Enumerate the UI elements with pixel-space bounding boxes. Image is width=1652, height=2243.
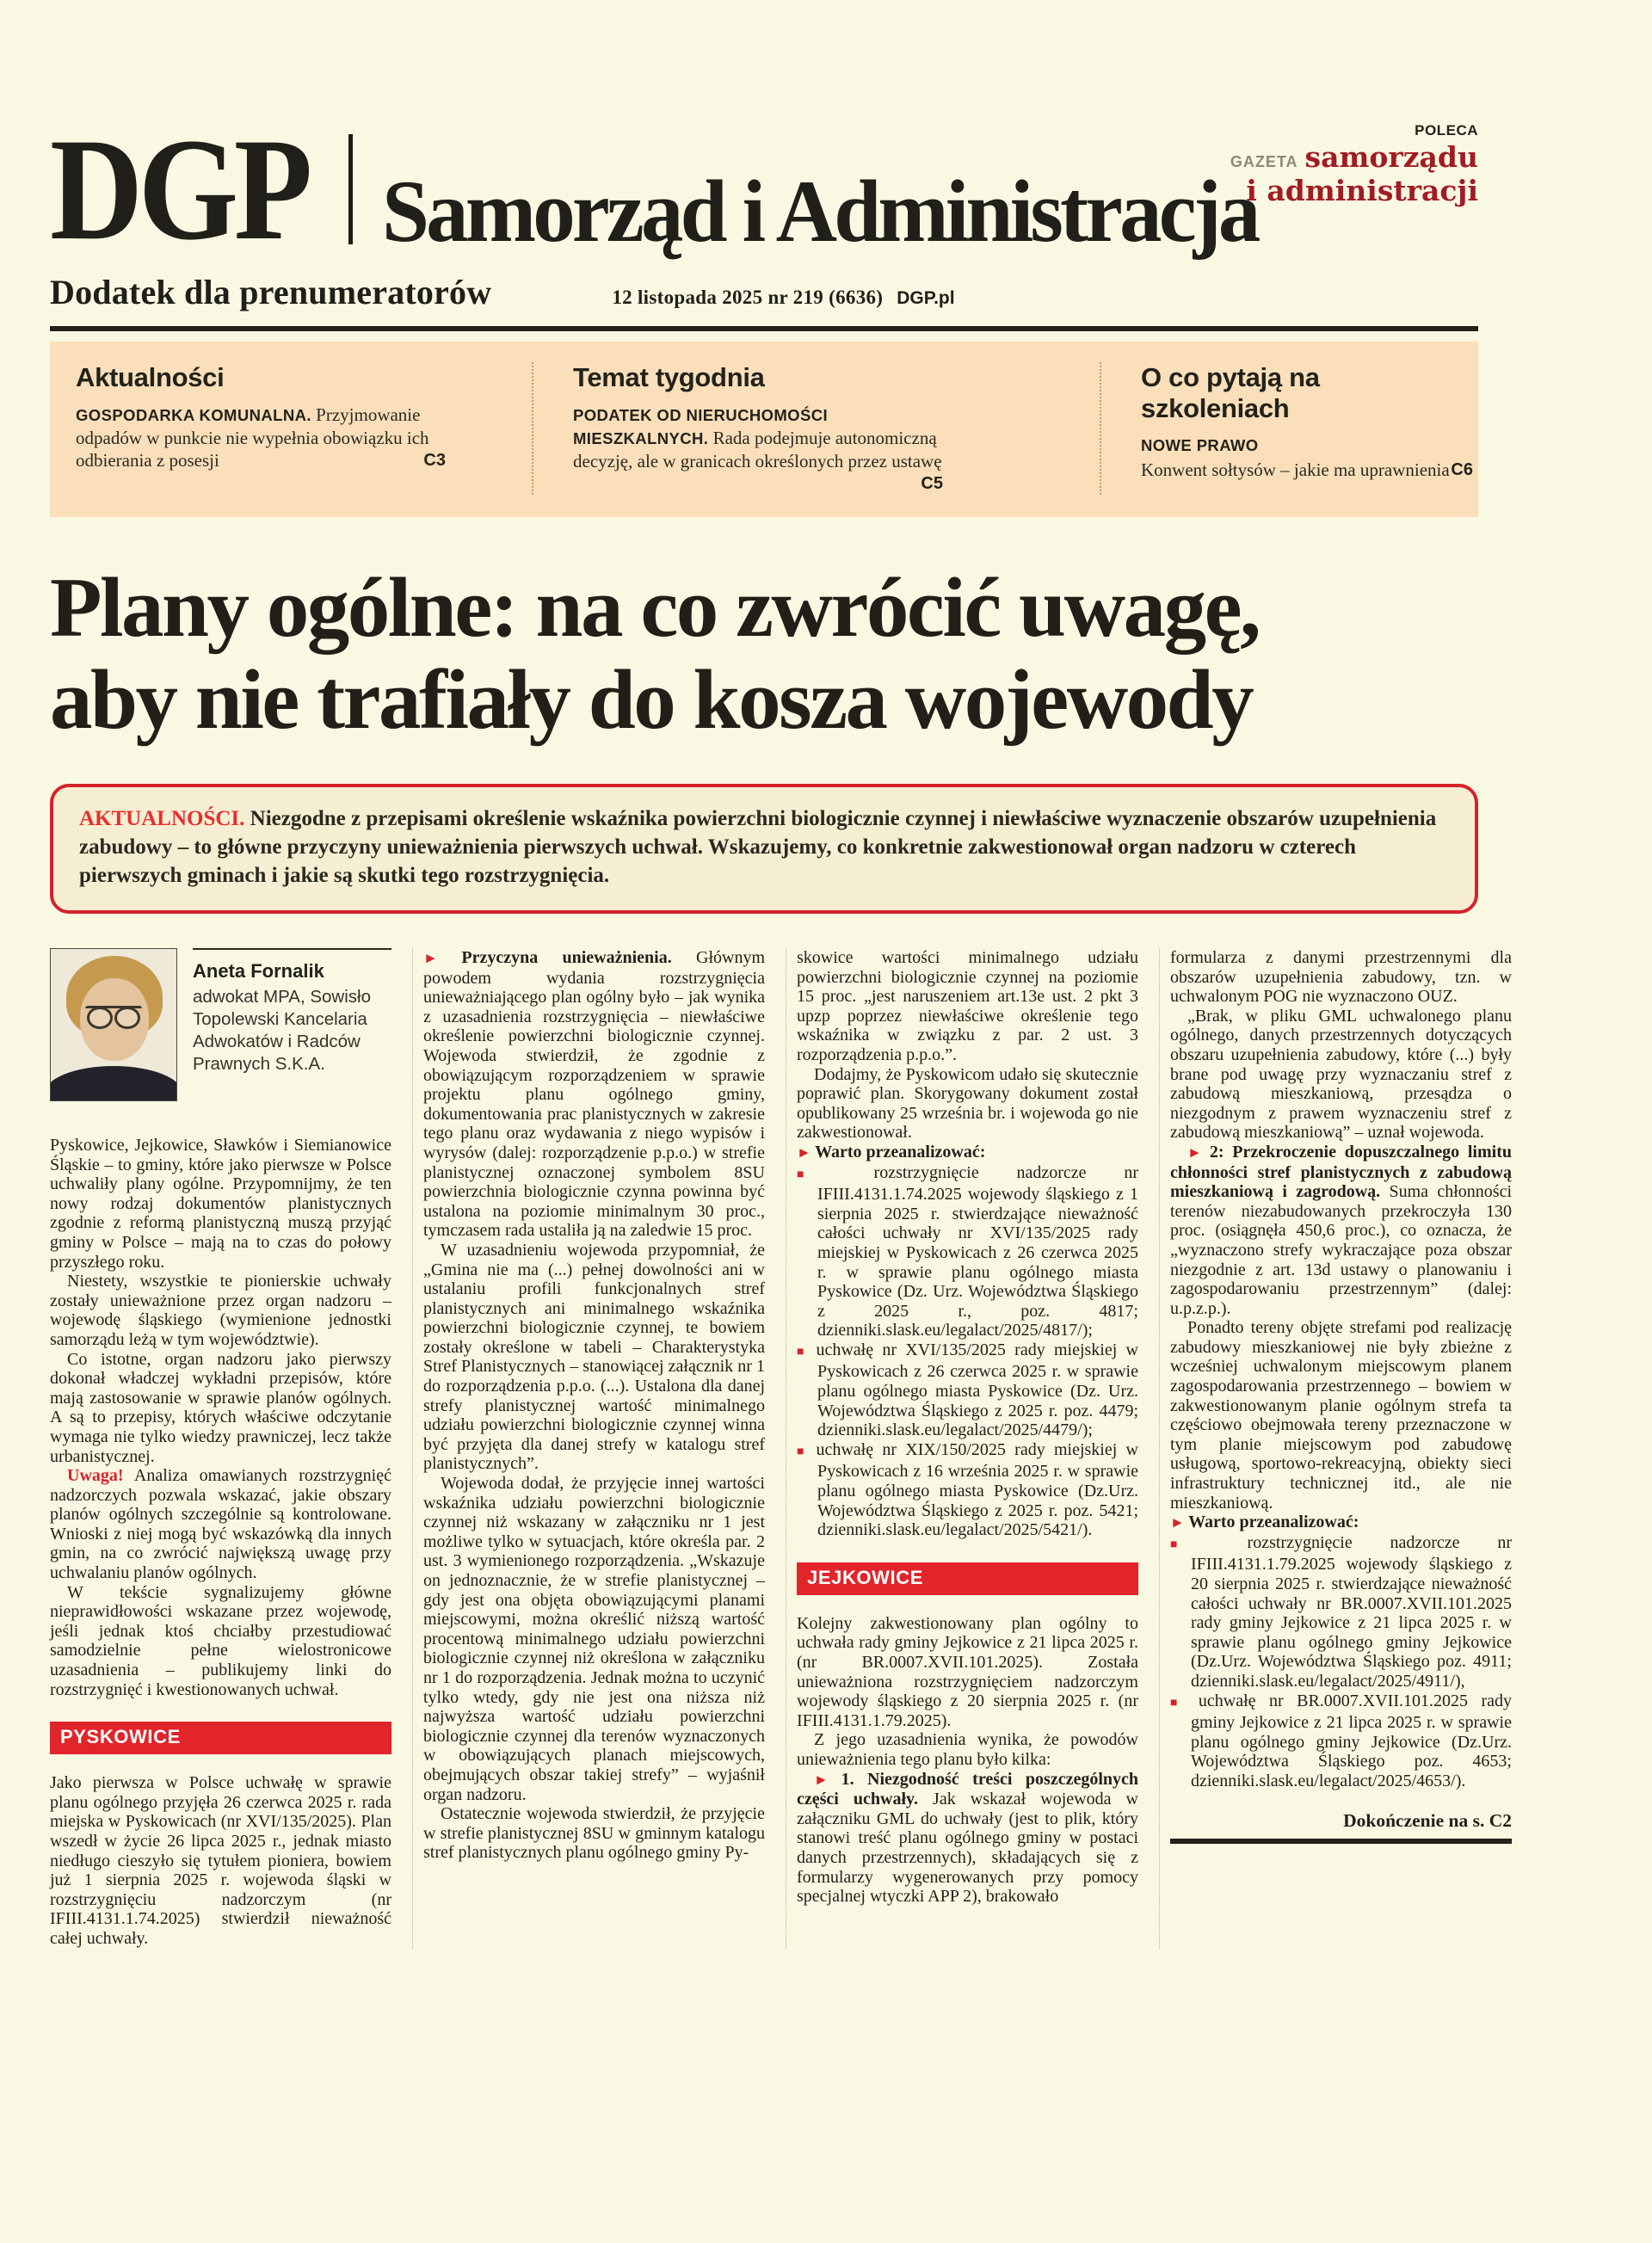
teaser-kicker: GOSPODARKA KOMUNALNA. (76, 406, 311, 424)
issue-date: 12 listopada 2025 nr 219 (6636) (612, 287, 884, 308)
author-card (50, 948, 391, 1101)
continuation-note: Dokończenie na s. C2 (1343, 1809, 1512, 1831)
arrow-icon: ► (423, 950, 462, 966)
teaser-kicker: PODATEK OD NIERUCHOMOŚCI MIESZKALNYCH. (573, 406, 829, 447)
article-paragraph: Ponadto tereny objęte strefami pod realizację zabudowy mieszkaniowej nie były zbieżne z wcześniej uchwalonym miejscowym planem zagospodarowania przestrzennego – bowiem w zakwestionowanym planie ogólnym strefa ta częściowo obejmowała tereny przeznaczone w tym planie miejscowym pod zabudowę usługową, sportowo-rekreacyjną, obiekty sieci infrastruktury technicznej itd., ale nie mieszkaniową. (1170, 1318, 1512, 1513)
author-name: Aneta Fornalik (193, 960, 324, 982)
subheader-row (50, 272, 1478, 312)
article-body (50, 948, 1512, 1949)
headline-line-1: Plany ogólne: na co zwrócić uwagę, (50, 561, 1260, 655)
bullet-square-icon: ■ (1170, 1696, 1199, 1710)
masthead-rule (50, 326, 1478, 331)
article-column-1 (50, 948, 391, 1949)
article-paragraph: „Brak, w pliku GML uchwalonego planu ogólnego, danych przestrzennych dotyczących obszaru uzupełnienia zabudowy, które (...) były brane pod uwagę przy wyznaczaniu stref z zabudową mieszkaniową, przesądza o niezgodnym z prawem wyznaczeniu stref z zabudową mieszkaniową” – uznał wojewoda. (1170, 1006, 1512, 1143)
article-paragraph: Dodajmy, że Pyskowicom udało się skutecznie poprawić plan. Skorygowany dokument został opublikowany 25 września br. i wojewoda go nie zakwestionował. (797, 1064, 1138, 1143)
article-paragraph: ► Warto przeanalizować: (797, 1142, 986, 1162)
column-blocks (50, 1136, 391, 1949)
masthead-divider (348, 134, 353, 244)
article-paragraph: ► 2: Przekroczenie dopuszczalnego limitu chłonności stref planistycznych z zabudową mieszkaniową i zagrodową. Suma chłonności terenów niezabudowanych przekroczyła 130 proc. (osiągnęła 450,6 proc.), co oznacza, że „wyznaczono strefy wykraczające poza obszar niezgodnie z art. 13d ustawy o planowaniu i zagospodarowaniu przestrzennym” (dalej: u.p.z.p.). (1170, 1142, 1512, 1318)
subscriber-supplement-label: Dodatek dla prenumeratorów (50, 273, 492, 311)
brand-line-2: i administracji (1246, 174, 1478, 207)
article-paragraph: Kolejny zakwestionowany plan ogólny to uchwała rady gminy Jejkowice z 21 lipca 2025 r. (nr BR.0007.XVII.101.2025). Została unieważniona rozstrzygnięciem nadzorczym wojewody śląskiego z 20 sierpnia 2025 r. (nr IFIII.4131.1.79.2025). (797, 1613, 1138, 1730)
article-paragraph: skowice wartości minimalnego udziału powierzchni biologicznie czynnej na poziomie 15 proc. „jest naruszeniem art.13e ust. 2 pkt 3 upzp poprzez niewłaściwe określenie tego wskaźnika w związku z par. 2 ust. 3 rozporządzenia p.p.o.”. (797, 948, 1138, 1064)
article-paragraph: W uzasadnieniu wojewoda przypomniał, że „Gmina nie ma (...) pełnej dowolności ani w ustalaniu profili funkcjonalnych stref planistycznych ani minimalnego wskaźnika powierzchni biologicznie czynnej, te bowiem zostały określone w tabeli – Charakterystyka Stref Planistycznych – stanowiącej załącznik nr 1 do rozporządzenia p.p.o. (...). Ustalona dla danej strefy planistycznej wartość minimalnego udziału powierzchni biologicznie czynnej winna być przyjęta dla danej strefy w katalogu stref planistycznych”. (423, 1240, 765, 1474)
masthead (50, 102, 1478, 331)
section-banner: JEJKOWICE (797, 1562, 1138, 1595)
brand-line-1: GAZETA samorządu (1230, 140, 1478, 174)
main-headline (50, 562, 1478, 746)
bullet-square-icon: ■ (797, 1168, 874, 1181)
teaser-3 (1100, 362, 1504, 495)
bullet-square-icon: ■ (1170, 1537, 1248, 1551)
teaser-heading: O co pytają na szkoleniach (1141, 362, 1320, 423)
teaser-text: GOSPODARKA KOMUNALNA. Przyjmowanie odpadów w punkcie nie wypełnia obowiązku ich odbierania z posesji C3 (76, 404, 446, 471)
poleca-label: POLECA (1415, 122, 1478, 139)
headline-line-2: aby nie trafiały do kosza wojewody (50, 653, 1253, 747)
article-paragraph: Niestety, wszystkie te pionierskie uchwały zostały unieważnione przez organ nadzoru – wojewodę śląskiego (wymienione jednostki samorządu leżą w tym województwie). (50, 1272, 391, 1349)
article-column-2 (412, 948, 765, 1949)
teaser-kicker: NOWE PRAWO (1141, 436, 1259, 454)
page-reference: C5 (921, 474, 943, 493)
teaser-1 (76, 362, 532, 495)
lead-text: Niezgodne z przepisami określenie wskaźnika powierzchni biologicznie czynnej i niewłaściwe wyznaczenie obszarów uzupełnienia zabudowy – to główne przyczyny unieważnienia pierwszych uchwał. Wskazujemy, co konkretnie zakwestionował organ nadzoru w czterech pierwszych gminach i jakie są skutki tego rozstrzygnięcia. (79, 807, 1437, 887)
arrow-icon: ► (797, 1143, 816, 1161)
page-content (50, 0, 1512, 1949)
reference-item: ■ uchwałę nr XVI/135/2025 rady miejskiej w Pyskowicach z 26 czerwca 2025 r. w sprawie planu ogólnego miasta Pyskowice (Dz. Urz. Województwa Śląskiego z 2025 r. poz. 4479; dzienniki.slask.eu/legalact/2025/4479/); (797, 1340, 1138, 1440)
author-info (193, 948, 391, 1101)
reference-item: ■ rozstrzygnięcie nadzorcze nr IFIII.4131.1.79.2025 wojewody śląskiego z 20 sierpnia 2025 r. stwierdzające nieważność całości uchwały nr BR.0007.XVII.101.2025 rady gminy Jejkowice z 21 lipca 2025 r. w sprawie planu ogólnego gminy Jejkowice (Dz.Urz. Województwa Śląskiego poz. 4911; dzienniki.slask.eu/legalact/2025/4911/), (1170, 1532, 1512, 1691)
teaser-heading: Temat tygodnia (573, 362, 765, 392)
page-reference: C3 (423, 451, 446, 470)
arrow-icon: ► (814, 1771, 841, 1788)
article-end-rule (1170, 1839, 1512, 1844)
reference-item: ■ rozstrzygnięcie nadzorcze nr IFIII.4131.1.74.2025 wojewody śląskiego z 1 sierpnia 2025 r. stwierdzające nieważność całości uchwały nr XVI/135/2025 rady miejskiej w Pyskowicach z 26 czerwca 2025 r. w sprawie planu ogólnego miasta Pyskowice (Dz. Urz. Województwa Śląskiego z 2025 r., poz. 4817; dzienniki.slask.eu/legalact/2025/4817/); (797, 1162, 1138, 1340)
reference-item: ■ uchwałę nr XIX/150/2025 rady miejskiej w Pyskowicach z 16 września 2025 r. w sprawie planu ogólnego miasta Pyskowice (Dz.Urz. Województwa Śląskiego z 2025 r. poz. 5421; dzienniki.slask.eu/legalact/2025/5421/). (797, 1439, 1138, 1540)
lead-label: AKTUALNOŚCI. (79, 807, 245, 830)
article-paragraph: Wojewoda dodał, że przyjęcie innej wartości wskaźnika udziału powierzchni biologicznie czynnej niż wskazany w załączniku nr 1 jest możliwe tylko w sytuacjach, które określa par. 2 ust. 3 wymienionego rozporządzenia. „Wskazuje on jednoznacznie, że w strefie planistycznej – gdy jest ona objęta obowiązującymi planami miejscowymi, można określić niższą wartość procentową minimalnego udziału powierzchni biologicznie czynnej niż określona w załączniku nr 1 do rozporządzenia. Jednak można to uczynić tylko wtedy, gdy nie jest ona niższa niż najwyższa wartość udziału powierzchni biologicznie czynnej dla terenów wyznaczonych w obowiązujących planach miejscowych, obejmujących obszar takiej strefy” – wyjaśnił organ nadzoru. (423, 1474, 765, 1804)
arrow-icon: ► (1187, 1143, 1210, 1161)
brand-badge (1230, 122, 1478, 206)
reference-item: ■ uchwałę nr BR.0007.XVII.101.2025 rady gminy Jejkowice z 21 lipca 2025 r. w sprawie planu ogólnego gminy Jejkowice (Dz.Urz. Województwa Śląskiego poz. 4653; dzienniki.slask.eu/legalact/2025/4653/). (1170, 1691, 1512, 1790)
article-paragraph: Pyskowice, Jejkowice, Sławków i Siemianowice Śląskie – to gminy, które jako pierwsze w Polsce uchwaliły plany ogólne. Przypomnijmy, że ten nowy rodzaj dokumentów planistycznych zgodnie z reformą planistyczną muszą przyjąć gminy w Polsce – mają na to czas do połowy przyszłego roku. (50, 1136, 391, 1272)
article-paragraph: formularza z danymi przestrzennymi dla obszarów uzupełnienia zabudowy, tzn. w uchwalonym POG nie wyznaczono OUZ. (1170, 948, 1512, 1007)
teaser-2 (532, 362, 1100, 495)
article-paragraph: ► 1. Niezgodność treści poszczególnych części uchwały. Jak wskazał wojewoda w załączniku GML do uchwały (jest to plik, który stanowi treść planu ogólnego gminy w postaci danych przestrzennych), składających się z formularzy wygenerowanych przy pomocy specjalnej wtyczki APP 2), brakowało (797, 1769, 1139, 1907)
supplement-title: Samorząd i Administracja (381, 163, 1258, 262)
lead-paragraph (79, 804, 1449, 890)
article-paragraph: Z jego uzasadnienia wynika, że powodów unieważnienia tego planu było kilka: (797, 1730, 1138, 1769)
author-photo (50, 948, 177, 1101)
article-paragraph: W tekście sygnalizujemy główne nieprawidłowości wskazane przez wojewodę, jeśli jednak ktoś chciałby przestudiować samodzielnie pełne wielostronicowe uzasadnienia – publikujemy linki do rozstrzygnięć i kwestionowanych uchwał. (50, 1582, 391, 1699)
article-paragraph: Uwaga! Analiza omawianych rozstrzygnięć nadzorczych pozwala wskazać, jakie obszary planów ogólnych szczególnie są kontrolowane. Wnioski z niej mogą być wskazówką dla innych gmin, na co zwrócić największą uwagę przy uchwalaniu planów ogólnych. (50, 1466, 391, 1583)
teaser-text: PODATEK OD NIERUCHOMOŚCI MIESZKALNYCH. Rada podejmuje autonomiczną decyzję, ale w granicach określonych przez ustawę C5 (573, 406, 943, 493)
lead-box (50, 784, 1478, 914)
article-paragraph: Co istotne, organ nadzoru jako pierwszy dokonał władczej wykładni przepisów, które mają zastosowanie w sprawie planów ogólnych. A są to przepisy, których właściwe odczytanie wymaga nie tylko wiedzy prawniczej, lecz także urbanistycznej. (50, 1349, 391, 1466)
bullet-square-icon: ■ (797, 1445, 817, 1458)
article-column-4 (1159, 948, 1512, 1949)
teaser-band (50, 342, 1478, 517)
article-paragraph: Jako pierwsza w Polsce uchwałę w sprawie planu ogólnego przyjęła 26 czerwca 2025 r. rada miejska w Pyskowicach (nr XVI/135/2025). Plan wszedł w życie 26 lipca 2025 r., jednak miasto niedługo cieszyło się tytułem pioniera, bowiem już 1 sierpnia 2025 r. wojewoda śląski w rozstrzygnięciu nadzorczym (nr IFIII.4131.1.74.2025) stwierdził nieważność całej uchwały. (50, 1773, 391, 1948)
glasses-icon (85, 1006, 142, 1027)
teaser-heading: Aktualności (76, 362, 225, 392)
section-banner: PYSKOWICE (50, 1722, 391, 1754)
article-column-3 (786, 948, 1138, 1949)
teaser-text: NOWE PRAWO Konwent sołtysów – jakie ma uprawnienia C6 (1141, 436, 1473, 480)
arrow-icon: ► (1170, 1514, 1189, 1531)
article-paragraph: ► Warto przeanalizować: (1170, 1513, 1359, 1532)
dgp-logo: DGP (50, 108, 308, 270)
author-bio: adwokat MPA, Sowisło Topolewski Kancelaria Adwokatów i Radców Prawnych S.K.A. (193, 987, 371, 1074)
article-paragraph: Ostatecznie wojewoda stwierdził, że przyjęcie w strefie planistycznej 8SU w gminnym katalogu stref planistycznych planu ogólnego gminy Py- (423, 1804, 765, 1863)
bullet-square-icon: ■ (797, 1345, 817, 1359)
article-paragraph: ► Przyczyna unieważnienia. Głównym powodem wydania rozstrzygnięcia unieważniającego plan ogólny było – jak wynika z uzasadnienia rozstrzygnięcia – niewłaściwe określenie powierzchni biologicznie czynnej. Wojewoda stwierdził, że zgodnie z obowiązującym rozporządzeniem w sprawie projektu planu ogólnego gminy, dokumentowania prac planistycznych w zakresie tego planu oraz wydawania z niego wypisów i wyrysów (dalej: rozporządzenie p.p.o.) w strefie planistycznej oznaczonej symbolem 8SU powierzchnia biologicznie czynna powinna być ustalona na poziomie minimalnym 30 proc., tymczasem rada ustaliła ją na zaledwie 15 proc. (423, 948, 766, 1241)
gazeta-label: GAZETA (1230, 153, 1298, 170)
website-label: DGP.pl (897, 288, 955, 308)
page-reference: C6 (1451, 460, 1473, 479)
